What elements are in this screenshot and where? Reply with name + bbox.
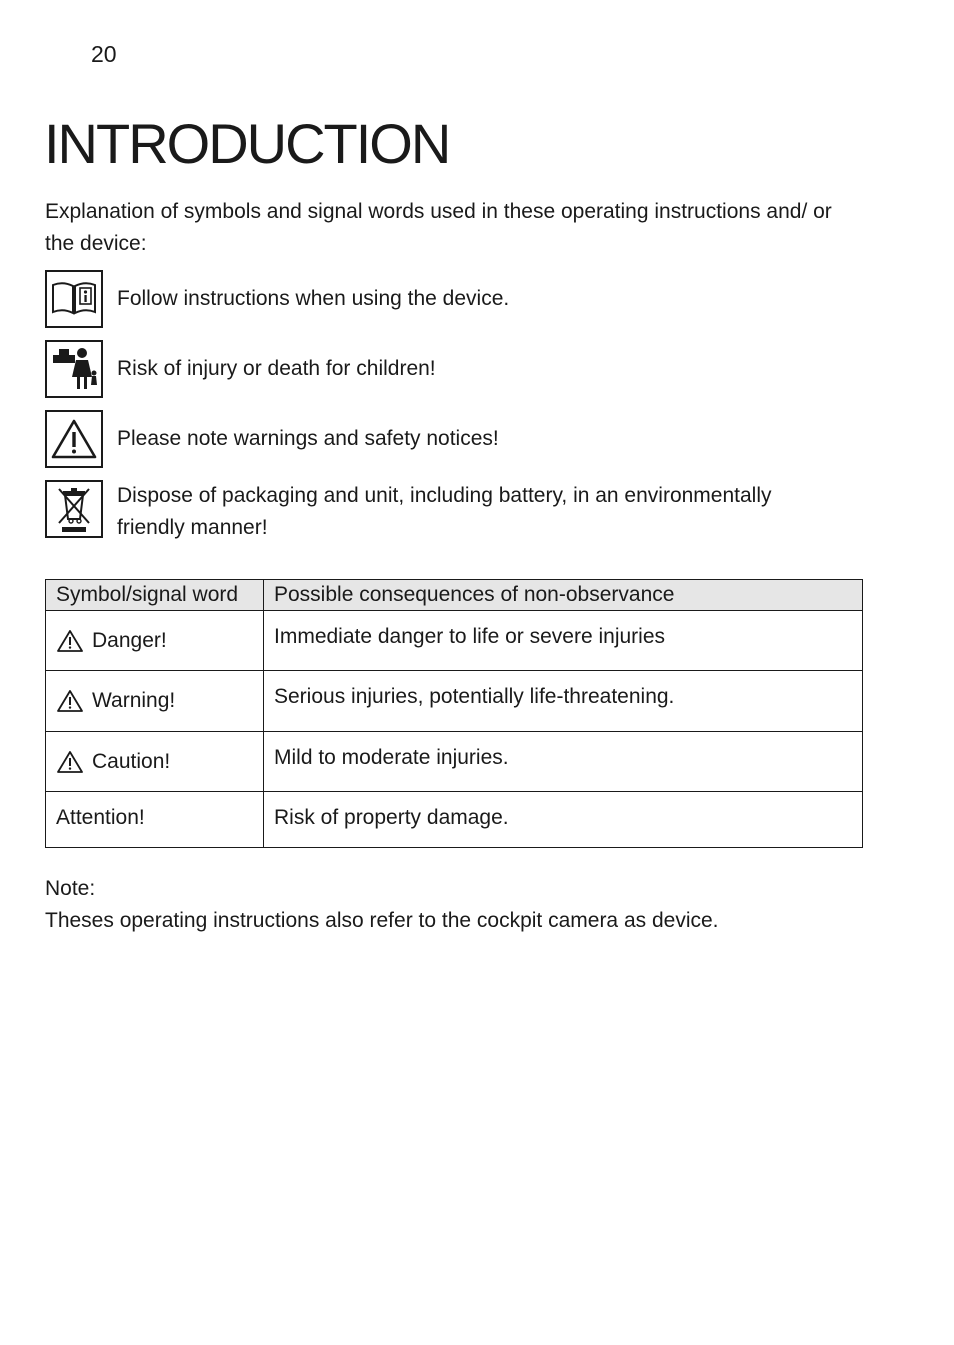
crossed-bin-icon [45, 480, 103, 538]
warning-triangle-icon [56, 689, 84, 713]
signal-word: Attention! [56, 806, 145, 829]
warning-triangle-icon [45, 410, 103, 468]
column-header: Possible consequences of non-observance [264, 580, 863, 611]
consequence-cell [264, 792, 863, 848]
table-header-row [46, 580, 863, 611]
warning-triangle-icon [56, 750, 84, 774]
signal-word-cell [46, 611, 264, 671]
signal-word-cell [46, 671, 264, 732]
symbol-text: Please note warnings and safety notices! [117, 427, 499, 450]
signal-word: Caution! [92, 750, 171, 773]
consequence-text: Risk of property damage. [274, 806, 509, 829]
book-info-icon [45, 270, 103, 328]
table-row [46, 611, 863, 671]
consequence-cell [264, 732, 863, 792]
warning-triangle-icon [56, 629, 84, 653]
page-title: INTRODUCTION [44, 112, 450, 175]
signal-word-cell [46, 732, 264, 792]
symbol-text: Follow instructions when using the device. [117, 287, 510, 310]
symbol-row-children [45, 340, 837, 398]
symbol-text: Dispose of packaging and unit, including battery, in an environmentally friendly manner! [117, 484, 772, 539]
symbol-text: Risk of injury or death for children! [117, 357, 436, 380]
column-header: Symbol/signal word [46, 580, 264, 611]
signal-word: Danger! [92, 629, 167, 652]
symbol-row-disposal [45, 480, 837, 544]
consequence-text: Immediate danger to life or severe injuries [274, 625, 666, 648]
signal-word: Warning! [92, 689, 176, 712]
consequence-text: Serious injuries, potentially life-threatening. [274, 685, 675, 708]
intro-paragraph: Explanation of symbols and signal words used in these operating instructions and/ or the device: [45, 200, 832, 255]
table-row [46, 792, 863, 848]
consequence-cell [264, 611, 863, 671]
note-label: Note: [45, 877, 96, 900]
symbol-row-instructions [45, 270, 837, 328]
table-row [46, 671, 863, 732]
consequence-cell [264, 671, 863, 732]
child-danger-icon [45, 340, 103, 398]
consequence-text: Mild to moderate injuries. [274, 746, 509, 769]
note-text: Theses operating instructions also refer to the cockpit camera as device. [45, 909, 719, 932]
table-row [46, 732, 863, 792]
page-number: 20 [91, 41, 117, 67]
signal-word-cell [46, 792, 264, 848]
signal-words-table [45, 579, 863, 848]
symbol-row-warnings [45, 410, 837, 468]
